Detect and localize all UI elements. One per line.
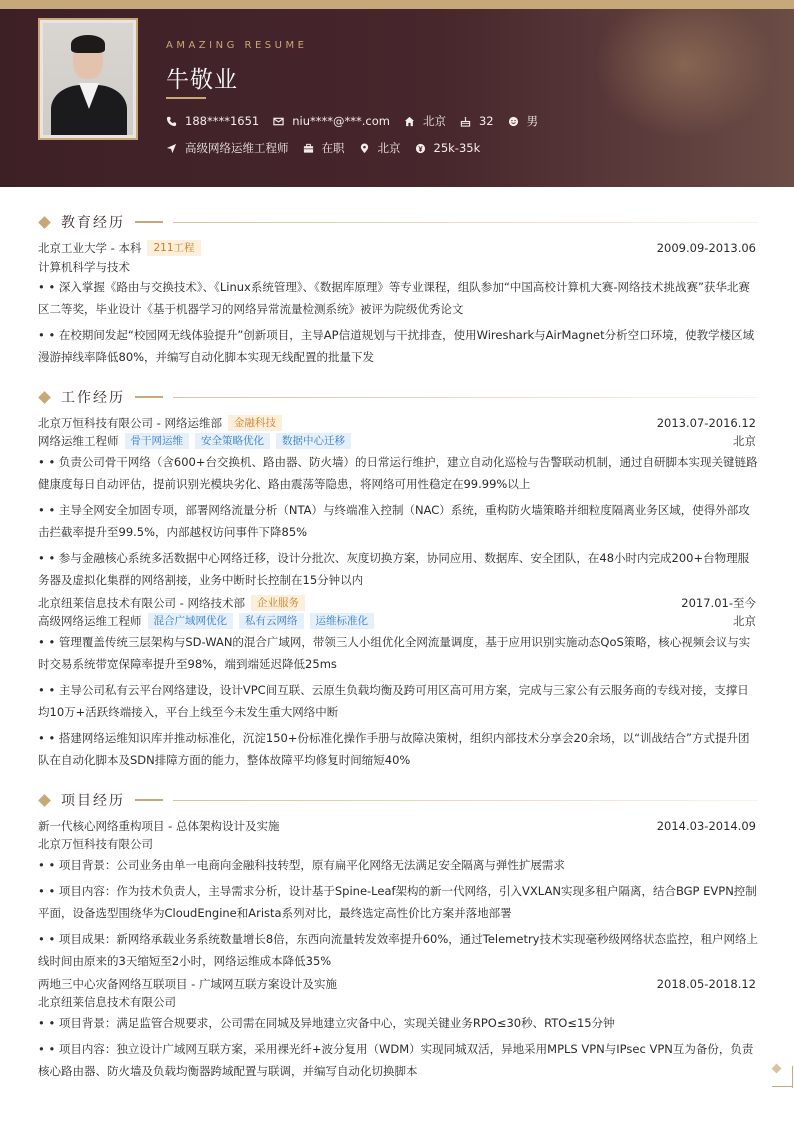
salary-item [415, 141, 481, 155]
email-item [273, 114, 390, 128]
age-item [460, 114, 494, 128]
work-company-row [38, 415, 756, 431]
send-icon [166, 143, 177, 154]
smile-icon [508, 116, 519, 127]
section-title-education [38, 212, 758, 232]
salary-icon [415, 143, 426, 154]
corner-ornament-line [792, 1066, 793, 1088]
position-text: 高级网络运维工程师 [185, 141, 289, 155]
project-title-row [38, 976, 756, 992]
work-bullet: • • 管理覆盖传统三层架构与SD-WAN的混合广域网，带领三人小组优化全网流量调度，基于应用识别实施动态QoS策略，核心视频会议与实时交易系统带宽保障率提升至98%，端到端延迟降低25ms [38, 635, 751, 671]
gender-item [508, 113, 539, 129]
candidate-name: 牛敬业 [166, 67, 238, 93]
corner-ornament-line [772, 1086, 793, 1087]
home-icon [404, 116, 415, 127]
header-glow [594, 9, 774, 139]
work-city: 北京 [733, 614, 756, 628]
project-bullet: • • 项目背景：公司业务由单一电商向金融科技转型，原有扁平化网络无法满足安全隔离与弹性扩展需求 [38, 858, 565, 872]
education-major-row [38, 259, 756, 275]
work-role-row [38, 433, 756, 449]
education-bullet: • • 深入掌握《路由与交换技术》、《Linux系统管理》、《数据库原理》等专业课程，组队参加“中国高校计算机大赛-网络技术挑战赛”获华北赛区二等奖，毕业设计《基于机器学习的网络异常流量检测系统》被评为院级优秀论文 [38, 280, 750, 316]
position-item [166, 140, 289, 156]
project-title: 新一代核心网络重构项目 - 总体架构设计及实施 [38, 819, 280, 833]
job-role: 高级网络运维工程师 [38, 614, 142, 628]
section-label: 工作经历 [61, 390, 125, 406]
hometown-item [404, 113, 446, 129]
project-bullet: • • 项目内容：作为技术负责人，主导需求分析，设计基于Spine-Leaf架构的新一代网络，引入VXLAN实现多租户隔离，结合BGP EVPN控制平面，设备选型围绕华为CloudEngine和Arista系列对比，最终选定高性价比方案并落地部署 [38, 884, 757, 920]
section-title-projects [38, 790, 758, 810]
status-text: 在职 [321, 141, 345, 155]
skill-tag: 私有云网络 [239, 613, 304, 629]
contact-row [166, 113, 552, 129]
project-company-row [38, 836, 756, 852]
project-period: 2014.03-2014.09 [656, 819, 756, 833]
industry-tag: 企业服务 [251, 595, 305, 611]
diamond-icon [38, 794, 51, 807]
hometown-text: 北京 [422, 114, 446, 128]
gender-text: 男 [526, 114, 539, 128]
school-tag: 211工程 [147, 240, 200, 256]
school-name: 北京工业大学 - 本科 [38, 241, 142, 255]
project-title: 两地三中心灾备网络互联项目 - 广域网互联方案设计及实施 [38, 977, 337, 991]
job-intent-row [166, 140, 494, 156]
briefcase-icon [303, 143, 314, 154]
skill-tag: 骨干网运维 [125, 433, 190, 449]
diamond-icon [38, 391, 51, 404]
target-city-item [359, 140, 401, 156]
work-bullet: • • 主导公司私有云平台网络建设，设计VPC间互联、云原生负载均衡及跨可用区高可用方案，完成与三家公有云服务商的专线对接，支撑日均10万+活跃终端接入，平台上线至今未发生重大网络中断 [38, 683, 749, 719]
project-bullet: • • 项目成果：新网络承载业务系统数量增长8倍，东西向流量转发效率提升60%，通过Telemetry技术实现毫秒级网络状态监控，租户网络上线时间由原来的3天缩短至2小时，网络运维成本降低35% [38, 932, 758, 968]
work-period: 2013.07-2016.12 [656, 416, 756, 430]
project-company-row [38, 994, 756, 1010]
section-title-work [38, 387, 758, 407]
age-text: 32 [478, 114, 494, 128]
skill-tag: 数据中心迁移 [276, 433, 351, 449]
project-bullet: • • 项目内容：独立设计广域网互联方案，采用裸光纤+波分复用（WDM）实现同城双活，异地采用MPLS VPN与IPsec VPN互为备份，负责核心路由器、防火墙及负载均衡器跨域配置与联调，并编写自动化切换脚本 [38, 1042, 754, 1078]
education-period: 2009.09-2013.06 [656, 241, 756, 255]
status-item [303, 140, 345, 156]
phone-icon [166, 116, 177, 127]
job-role: 网络运维工程师 [38, 434, 119, 448]
name-underline [166, 97, 206, 99]
work-city: 北京 [733, 434, 756, 448]
industry-tag: 金融科技 [228, 415, 282, 431]
location-icon [359, 143, 370, 154]
major: 计算机科学与技术 [38, 260, 130, 274]
project-company: 北京万恒科技有限公司 [38, 837, 153, 851]
diamond-icon [38, 216, 51, 229]
resume-tagline: AMAZING RESUME [166, 40, 308, 51]
work-company-row [38, 595, 756, 611]
work-period: 2017.01-至今 [681, 596, 756, 610]
education-school-row [38, 240, 756, 256]
phone-text: 188****1651 [185, 114, 260, 128]
resume-header [0, 9, 794, 187]
target-city-text: 北京 [377, 141, 401, 155]
work-bullet: • • 参与金融核心系统多活数据中心网络迁移，设计分批次、灰度切换方案，协同应用、数据库、安全团队，在48小时内完成200+台物理服务器及虚拟化集群的网络割接，业务中断时长控制在15分钟以内 [38, 551, 750, 587]
section-label: 教育经历 [61, 215, 125, 231]
work-role-row [38, 613, 756, 629]
project-company: 北京纽莱信息技术有限公司 [38, 995, 176, 1009]
project-period: 2018.05-2018.12 [656, 977, 756, 991]
project-title-row [38, 818, 756, 834]
skill-tag: 运维标准化 [310, 613, 375, 629]
phone-item [166, 114, 259, 128]
work-bullet: • • 主导全网安全加固专项，部署网络流量分析（NTA）与终端准入控制（NAC）系统，重构防火墙策略并细粒度隔离业务区域，使得外部攻击拦截率提升至99.5%，内部越权访问事件下降85% [38, 503, 750, 539]
email-text: niu****@***.com [292, 114, 390, 128]
education-bullet: • • 在校期间发起“校园网无线体验提升”创新项目，主导AP信道规划与干扰排查，使用Wireshark与AirMagnet分析空口环境，使教学楼区域漫游掉线率降低80%，并编写自动化脚本实现无线配置的批量下发 [38, 328, 755, 364]
skill-tag: 混合广域网优化 [148, 613, 234, 629]
corner-ornament [772, 1064, 782, 1074]
company-name: 北京纽莱信息技术有限公司 - 网络技术部 [38, 596, 245, 610]
top-accent-strip [0, 0, 794, 9]
project-bullet: • • 项目背景：满足监管合规要求，公司需在同城及异地建立灾备中心，实现关键业务RPO≤30秒、RTO≤15分钟 [38, 1016, 615, 1030]
company-name: 北京万恒科技有限公司 - 网络运维部 [38, 416, 222, 430]
avatar [43, 23, 133, 135]
cake-icon [460, 116, 471, 127]
profile-photo [38, 18, 138, 140]
mail-icon [273, 116, 284, 127]
section-label: 项目经历 [61, 793, 125, 809]
work-bullet: • • 搭建网络运维知识库并推动标准化，沉淀150+份标准化操作手册与故障决策树，组织内部技术分享会20余场，以“训战结合”方式提升团队在自动化脚本及SDN排障方面的能力，整体故障平均修复时间缩短40% [38, 731, 750, 767]
skill-tag: 安全策略优化 [195, 433, 270, 449]
salary-text: 25k-35k [433, 141, 481, 155]
work-bullet: • • 负责公司骨干网络（含600+台交换机、路由器、防火墙）的日常运行维护，建立自动化巡检与告警联动机制，通过自研脚本实现关键链路健康度每日自动评估，提前识别光模块劣化、路由震荡等隐患，将网络可用性稳定在99.99%以上 [38, 455, 758, 491]
